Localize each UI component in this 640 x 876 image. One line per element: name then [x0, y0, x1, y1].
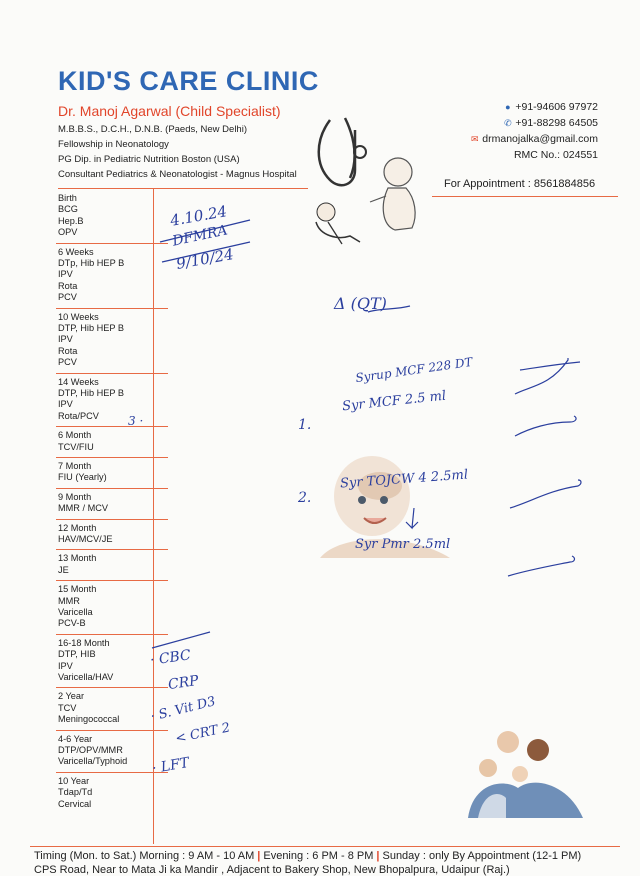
vaccine-age: 14 Weeks: [58, 376, 99, 387]
vaccine-item: Varicella/HAV: [58, 672, 114, 683]
vaccine-item: BCG: [58, 204, 78, 215]
vaccine-group: [58, 492, 108, 515]
vaccine-item: DTP/OPV/MMR: [58, 745, 123, 755]
vaccine-group: [58, 461, 107, 484]
vaccine-item: IPV: [58, 269, 73, 280]
vaccine-item: JE: [58, 564, 69, 575]
vaccine-item: Meningococcal: [58, 714, 120, 725]
vaccine-item: Rota: [58, 345, 78, 356]
envelope-icon: ✉: [471, 134, 479, 144]
vaccine-item: OPV: [58, 227, 78, 238]
vaccine-age: 4-6 Year: [58, 733, 93, 744]
clinic-timing: Timing (Mon. to Sat.) Morning : 9 AM - 10 AM | Evening : 6 PM - 8 PM | Sunday : only By Appointment (12-1 PM): [34, 850, 582, 862]
vaccine-age: 15 Month: [58, 584, 97, 595]
vaccine-age: 12 Month: [58, 522, 97, 533]
vaccine-item: Hep.B: [58, 215, 84, 226]
test-item: CRP: [167, 672, 200, 694]
vaccine-separator: [56, 772, 168, 773]
vaccine-item: IPV: [58, 334, 73, 345]
vaccine-group: [58, 430, 94, 453]
vaccine-item: IPV: [58, 660, 73, 671]
handwritten-date-1: 4.10.24: [168, 202, 229, 230]
test-item: · S. Vit D3: [149, 694, 218, 725]
phone-number: ✆ +91-88298 64505: [504, 117, 598, 129]
handwritten-date-label: DFMRA: [170, 222, 229, 250]
vaccine-item: Rota: [58, 280, 78, 291]
vaccine-item: DTp, Hib HEP B: [58, 258, 125, 268]
vaccine-item: FIU (Yearly): [58, 472, 107, 483]
vaccine-group: [58, 584, 96, 630]
clinic-address: CPS Road, Near to Mata Ji ka Mandir , Adjacent to Bakery Shop, New Bhopalpura, Udaipur (Raj.): [34, 864, 510, 876]
vaccine-age: 10 Weeks: [58, 311, 99, 322]
vaccine-item: PCV: [58, 357, 77, 368]
rmc-number: RMC No.: 024551: [513, 149, 598, 161]
vaccine-group: [58, 523, 112, 546]
rx-line: Syr MCF 2.5 ml: [341, 388, 447, 415]
vaccine-group: [58, 691, 119, 725]
clinic-name: KID'S CARE CLINIC: [58, 66, 319, 96]
whatsapp-number: ● +91-94606 97972: [505, 101, 598, 113]
test-item: · CBC: [149, 647, 192, 669]
vaccine-item: TCV: [58, 702, 77, 713]
vaccine-age: 13 Month: [58, 553, 97, 564]
credential-line: Consultant Pediatrics & Neonatologist - Magnus Hospital: [58, 169, 297, 180]
credential-line: Fellowship in Neonatology: [58, 139, 169, 150]
test-item: < CRT 2: [174, 720, 232, 747]
rx-number: 2.: [298, 490, 312, 506]
family-photo: [458, 728, 588, 818]
vaccine-item: Varicella: [58, 607, 93, 617]
test-item: · LFT: [150, 754, 191, 778]
vaccine-age: 16-18 Month: [58, 637, 110, 648]
vaccine-group: [58, 377, 124, 423]
vaccine-age: Birth: [58, 193, 77, 203]
vaccine-age: 10 Year: [58, 775, 90, 786]
vaccine-item: Tdap/Td: [58, 787, 93, 798]
vaccine-item: PCV: [58, 292, 77, 303]
vaccine-age: 9 Month: [58, 491, 92, 502]
handwritten-bracket: [150, 620, 230, 660]
handwritten-note: Δ (QT): [334, 294, 387, 313]
vaccine-age: 6 Weeks: [58, 246, 94, 257]
handwritten-date-2: 9/10/24: [174, 245, 235, 273]
vaccine-item: Varicella/Typhoid: [58, 756, 128, 767]
vaccine-item: PCV-B: [58, 618, 86, 629]
vaccine-age: 7 Month: [58, 461, 92, 471]
credential-line: PG Dip. in Pediatric Nutrition Boston (USA): [58, 154, 240, 165]
margin-mark: 3 ·: [128, 414, 144, 428]
rx-line: Syr TOJCW 4 2.5ml: [339, 467, 469, 492]
vaccine-group: [58, 193, 84, 239]
vaccine-item: MMR: [58, 595, 80, 606]
vaccine-item: IPV: [58, 399, 73, 410]
phone-icon: ✆: [504, 118, 512, 128]
vaccine-item: DTP, HIB: [58, 649, 96, 660]
handwritten-strokes: [150, 190, 620, 610]
whatsapp-icon: ●: [505, 102, 511, 112]
vaccine-group: [58, 734, 127, 768]
vaccination-schedule: [42, 189, 154, 844]
rx-line: Syr Pmr 2.5ml: [355, 537, 451, 552]
vaccine-age: 6 Month: [58, 430, 92, 441]
vaccine-group: [58, 312, 124, 369]
vaccine-item: Rota/PCV: [58, 410, 99, 421]
rx-line: Syrup MCF 228 DT: [354, 354, 474, 386]
footer-divider: [30, 846, 620, 847]
vaccine-separator: [56, 730, 168, 731]
vaccine-item: DTP, Hib HEP B: [58, 323, 125, 333]
vaccine-item: Cervical: [58, 798, 92, 809]
vaccine-group: [58, 776, 92, 810]
vaccine-separator: [56, 687, 168, 688]
credential-line: M.B.B.S., D.C.H., D.N.B. (Paeds, New Delhi): [58, 124, 247, 135]
vaccine-item: HAV/MCV/JE: [58, 534, 113, 544]
vaccine-item: DTP, Hib HEP B: [58, 388, 125, 398]
vaccine-group: [58, 553, 96, 576]
rx-number: 1.: [298, 417, 312, 433]
vaccine-group: [58, 247, 124, 304]
vaccine-age: 2 Year: [58, 691, 85, 702]
appointment-number: For Appointment : 8561884856: [444, 178, 596, 190]
email-address: ✉ drmanojalka@gmail.com: [471, 133, 598, 145]
vaccine-item: MMR / MCV: [58, 503, 109, 514]
vaccine-item: TCV/FIU: [58, 441, 94, 452]
doctor-name: Dr. Manoj Agarwal (Child Specialist): [58, 103, 281, 119]
vaccine-group: [58, 638, 113, 684]
